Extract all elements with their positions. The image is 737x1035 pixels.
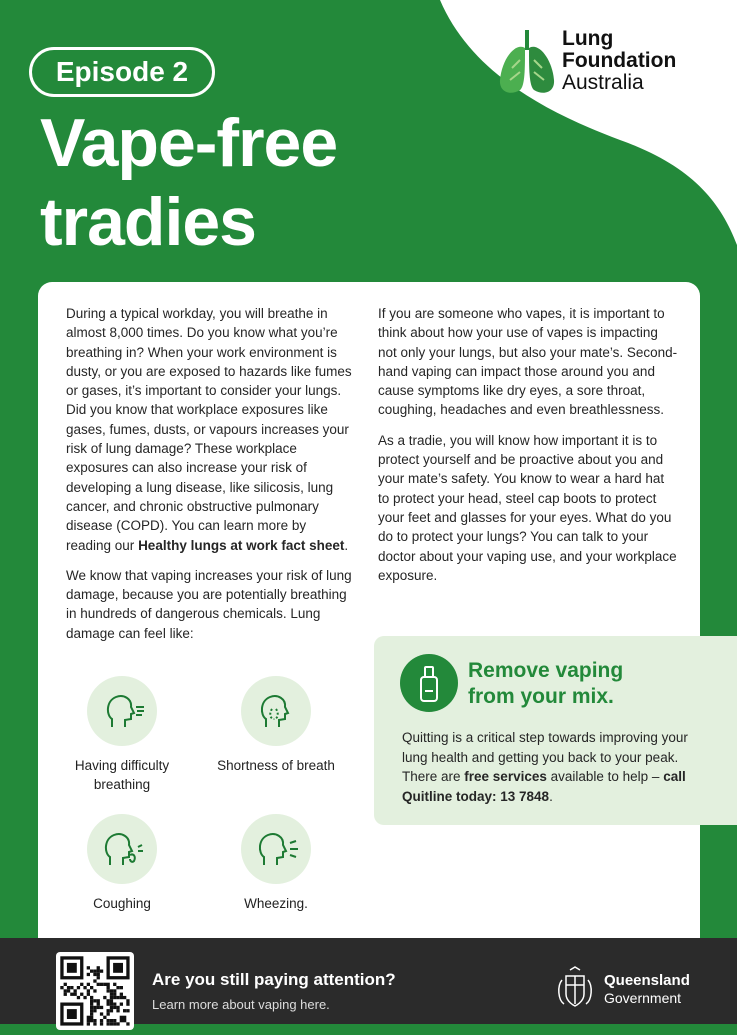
- quit-vaping-callout: [374, 636, 737, 825]
- content-card: [38, 282, 700, 962]
- gov-name: Queensland: [604, 972, 690, 989]
- fact-sheet-link[interactable]: Healthy lungs at work fact sheet: [138, 537, 345, 553]
- symptom-shortness-of-breath: [206, 676, 346, 775]
- episode-badge: Episode 2: [29, 47, 215, 97]
- difficulty-breathing-icon: [98, 687, 146, 735]
- symptom-wheezing: [206, 814, 346, 913]
- lung-foundation-logo: [496, 28, 716, 100]
- second-hand-paragraph: If you are someone who vapes, it is important to think about how your use of vapes is impacting not only your lungs, but also your mate’s. Second-hand vaping can impact those around you and cause symptoms like dry eyes, a sore throat, coughing, headaches and even breathlessness.: [378, 306, 678, 418]
- lungs-icon: [496, 28, 558, 98]
- quitline-phone[interactable]: call Quitline today: 13 7848: [402, 769, 686, 804]
- symptom-label: Coughing: [93, 896, 151, 911]
- logo-line-1: Lung: [562, 27, 614, 50]
- footer-link[interactable]: Learn more about vaping here.: [152, 997, 330, 1012]
- queensland-crest-icon: [554, 966, 596, 1012]
- symptom-label: Having difficulty breathing: [74, 758, 170, 792]
- symptom-difficulty-breathing: [52, 676, 192, 794]
- callout-heading: Remove vaping from your mix.: [468, 659, 624, 708]
- gov-sub: Government: [604, 990, 682, 1006]
- vaping-risk-paragraph: We know that vaping increases your risk of lung damage, because you are potentially breathing in hundreds of dangerous chemicals. Lung damage can feel like:: [66, 567, 352, 641]
- logo-line-2: Foundation: [562, 49, 677, 72]
- queensland-government-logo: [554, 966, 714, 1016]
- tradie-paragraph: As a tradie, you will know how important it is to protect yourself and be proactive about you and your mate’s safety. You know to wear a hard hat to protect your head, steel cap boots to protect your feet and glasses for your eyes. What do you do to protect your lungs? You can talk to your doctor about your vaping use, and your workplace exposure.: [378, 432, 677, 583]
- right-column: [378, 304, 678, 596]
- vape-device-icon: [412, 663, 446, 703]
- wheezing-icon: [252, 825, 300, 873]
- logo-line-3: Australia: [562, 71, 644, 94]
- symptom-coughing: [52, 814, 192, 913]
- footer-question: Are you still paying attention?: [152, 970, 396, 989]
- callout-body: Quitting is a critical step towards improving your lung health and getting you back to your peak. There are free services available to help – call Quitline today: 13 7848.: [402, 730, 688, 804]
- page-title: Vape-free tradies: [40, 105, 338, 260]
- symptom-label: Shortness of breath: [217, 758, 335, 773]
- qr-code-icon[interactable]: [56, 952, 134, 1030]
- symptom-label: Wheezing.: [244, 896, 308, 911]
- footer-bar: [0, 938, 737, 1024]
- intro-paragraph: During a typical workday, you will breathe in almost 8,000 times. Do you know what you’re breathing in? When your work environment is dusty, or you are exposed to hazards like fumes or gases, it’s important to consider your lungs. Did you know that workplace exposures like gases, fumes, dusts, or vapours increases your risk of lung damage? These workplace exposures can also increase your risk of developing a lung disease, like silicosis, lung cancer, and chronic obstructive pulmonary disease (COPD). You can learn more by reading our Healthy lungs at work fact sheet.: [66, 306, 352, 553]
- left-column: [66, 304, 354, 654]
- coughing-icon: [98, 825, 146, 873]
- vape-device-badge: [400, 654, 458, 712]
- shortness-of-breath-icon: [252, 687, 300, 735]
